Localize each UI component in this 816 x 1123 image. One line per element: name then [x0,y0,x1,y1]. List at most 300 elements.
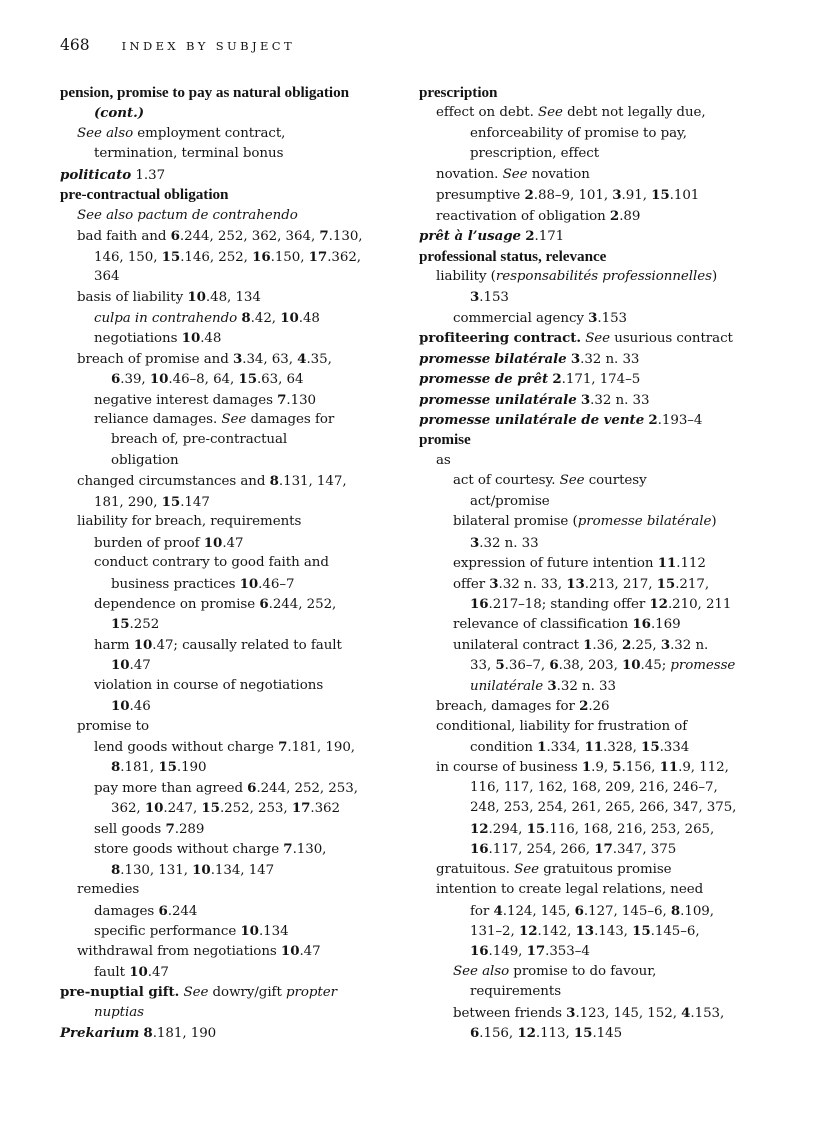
index-subentry [60,717,416,737]
entry-text: 7 [278,739,288,755]
entry-text: 17 [291,800,311,817]
index-subentry [419,492,775,512]
entry-text: 15 [161,493,181,510]
entry-text: 3 [547,677,557,694]
entry-text: .217, [675,576,710,592]
entry-text: 15 [158,759,177,776]
entry-text: promise to [77,718,150,734]
entry-text: 8 [269,473,279,490]
entry-text: enforceability of promise to pay, [470,125,687,141]
entry-text: .181, 190, [287,740,356,755]
entry-text: .169 [650,617,681,633]
entry-text: .181, [120,760,159,776]
index-subentry [419,308,775,328]
entry-text: See [514,861,539,877]
entry-text: .109, [680,903,714,919]
entry-text: .130 [286,392,317,408]
entry-text: politicato [60,166,132,183]
index-subentry [419,553,775,573]
entry-text: See [585,331,611,347]
entry-text: 5 [612,759,622,776]
entry-text: .190 [176,760,207,776]
index-subentry [60,757,416,777]
entry-text: prescription [419,84,498,101]
index-entry [419,226,775,246]
entry-text: sell goods [94,821,166,837]
entry-text: .171, 174–5 [561,372,641,388]
entry-text: .46–8, 64, [168,372,239,388]
index-subentry [60,349,416,369]
index-subentry [419,574,775,594]
index-subentry [60,410,416,430]
page-header [60,36,295,54]
entry-text: employment contract, [133,125,286,141]
index-subentry [60,206,416,226]
entry-text: .142, [537,923,576,939]
entry-text: commercial agency [453,310,589,326]
index-column-left [60,83,416,1044]
entry-text: .9, 112, [678,760,729,776]
entry-text: .150, [270,249,309,265]
entry-text: 15 [641,739,660,755]
index-subentry [419,798,775,818]
entry-text: 10 [280,309,299,326]
entry-text: .113, [535,1026,574,1042]
entry-text: 33, [470,658,496,674]
entry-text: act/promise [470,493,550,509]
entry-text: professional status, relevance [419,247,607,265]
entry-text: negative interest damages [94,392,278,408]
entry-text: 10 [129,963,148,980]
entry-text: .26 [588,699,610,715]
entry-text: 17 [526,943,546,960]
entry-text: culpa in contrahendo [94,310,238,326]
entry-text: .252, 253, [219,801,292,817]
entry-text: harm [94,637,134,653]
entry-text: 10 [239,575,259,592]
entry-text: pension, promise to pay as natural obligation [60,84,350,101]
entry-text: .91, [621,188,652,204]
entry-text: gratuitous. [436,861,515,877]
index-subentry [60,594,416,614]
page-number: 468 [60,36,90,54]
entry-text: intention to create legal relations, need [436,882,704,898]
entry-text: See also [453,963,510,979]
entry-text: .334 [659,740,690,755]
entry-text: .153 [597,310,628,326]
entry-text: termination, terminal bonus [94,146,284,162]
entry-text: gratuitous promise [538,861,672,877]
index-subentry [60,635,416,655]
entry-text: 10 [144,800,164,817]
entry-text: .210, 211 [667,596,732,612]
entry-text: .334, [546,740,585,755]
entry-text: breach of, pre-contractual [111,432,288,448]
entry-text: 248, 253, 254, 261, 265, 266, 347, 375, [470,800,737,816]
index-subentry [60,798,416,818]
entry-text: .47 [222,535,244,551]
entry-text: .145–6, [650,923,700,939]
entry-text: .46 [129,699,151,715]
entry-text: .32 n. 33 [479,535,539,551]
entry-text: 16 [470,841,489,858]
entry-text: See [538,105,563,121]
entry-text: 10 [280,943,300,960]
entry-text: remedies [77,882,140,898]
entry-text: 8 [143,1025,153,1042]
entry-text: 11 [584,739,604,755]
index-entry [419,410,775,430]
entry-text: .35, [306,351,332,367]
index-entry [419,369,775,389]
entry-text: 17 [308,248,328,265]
index-subentry [419,1003,775,1023]
entry-text: .45; [640,658,671,674]
index-entry [60,165,416,185]
index-subentry [60,430,416,450]
entry-text: 2 [525,228,535,245]
entry-text: 3 [570,350,581,367]
index-subentry [60,451,416,471]
entry-text: 362, [111,801,145,817]
entry-text: .131, 147, [278,474,347,490]
entry-text: .244 [167,903,198,919]
entry-text: .171 [534,229,565,245]
entry-text: 6 [470,1025,480,1042]
entry-text: 10 [111,657,130,674]
entry-text: 146, 150, [94,249,162,265]
index-entry [60,1023,416,1043]
index-subentry [419,962,775,982]
entry-text: specific performance [94,923,241,939]
entry-text: See [183,985,209,1001]
entry-text: fault [94,964,130,980]
entry-text: conduct contrary to good faith and [94,555,329,571]
entry-text: .289 [174,821,205,837]
entry-text: 2 [552,371,562,388]
entry-text: .181, 190 [152,1026,217,1042]
entry-text: .25, [631,637,661,653]
entry-text: (cont.) [94,105,144,122]
entry-text: 10 [187,289,206,306]
index-subentry [60,962,416,982]
entry-text: .48, 134 [205,290,261,306]
entry-text: 4 [297,350,307,367]
entry-text: liability for breach, requirements [77,514,302,530]
entry-text: ) [711,514,717,530]
entry-text: 10 [111,698,130,715]
entry-text: .362, [327,249,362,265]
entry-text: dependence on promise [94,596,260,612]
entry-text: damages [94,903,159,919]
index-subentry [419,594,775,614]
entry-text: relevance of classification [453,617,633,633]
entry-text: .48 [298,310,320,326]
entry-text: 15 [656,575,676,592]
entry-text: 12 [649,595,668,612]
entry-text: 11 [657,555,677,572]
entry-text: between friends [453,1005,567,1021]
entry-text: .36–7, [504,658,550,674]
entry-text: 2 [524,187,534,204]
entry-text: See [502,166,528,182]
entry-text: in course of business [436,760,582,776]
entry-text: changed circumstances and [77,474,270,490]
entry-text: .112 [676,556,706,572]
entry-text: 8 [670,902,681,919]
entry-text: 181, 290, [94,494,162,510]
entry-text: 3 [612,187,622,204]
entry-text: .36, [592,637,622,653]
running-head: INDEX BY SUBJECT [121,39,296,53]
entry-text: .46–7 [258,576,295,592]
entry-text: promesse bilatérale [577,514,712,530]
entry-text: .47 [129,658,151,674]
entry-text: 2 [609,207,620,224]
entry-text: See also pactum de contrahendo [77,207,298,223]
entry-text: .32 n. 33, [498,576,567,592]
entry-text: ) [711,268,718,284]
index-subentry [419,512,775,532]
entry-text: bilateral promise ( [453,514,578,530]
entry-text: .9, [591,760,613,776]
entry-text: promesse bilatérale [419,350,567,367]
entry-text: debt not legally due, [562,105,706,121]
entry-text: .42, [250,310,281,326]
index-subentry [419,901,775,921]
entry-text: pre-nuptial gift. [60,984,180,1001]
entry-text: .156, [479,1026,518,1042]
entry-text: .353–4 [545,944,590,960]
index-entry [60,83,416,103]
entry-text: 6 [549,657,559,674]
entry-text: 1 [537,739,547,755]
entry-text: 4 [681,1004,691,1021]
entry-text: for [470,903,494,919]
index-subentry [60,492,416,512]
entry-text: .130, 131, [120,862,193,878]
index-subentry [60,901,416,921]
entry-text: breach, damages for [436,699,580,715]
index-subentry [60,226,416,246]
entry-text: 1 [581,759,592,776]
entry-text: 6 [111,371,121,388]
entry-text: 131–2, [470,923,519,939]
entry-text: 1 [135,167,144,183]
entry-text: negotiations [94,331,182,347]
entry-text: 7 [277,391,287,408]
index-subentry [60,737,416,757]
entry-text: act of courtesy. [453,473,560,489]
index-entry [60,185,416,205]
index-subentry [60,839,416,859]
entry-text: .63, 64 [256,372,304,388]
index-subentry [419,287,775,307]
entry-text: .34, 63, [242,351,298,367]
index-subentry [419,655,775,675]
entry-text: 7 [319,228,329,245]
entry-text: .244, 252, 362, 364, [179,229,320,245]
entry-text: 6 [247,779,257,796]
index-subentry [419,737,775,757]
entry-text: breach of promise and [77,351,233,367]
entry-text: .47; causally related to fault [152,637,342,653]
index-subentry [60,308,416,328]
entry-text: basis of liability [77,290,188,306]
entry-text: 10 [133,636,153,653]
entry-text: 15 [201,800,220,817]
entry-text: pre-contractual obligation [60,186,229,204]
entry-text: .38, 203, [558,658,622,674]
entry-text: store goods without charge [94,842,284,858]
index-column-right [419,83,775,1044]
entry-text: bad faith and [77,229,171,245]
entry-text: 16 [632,616,651,633]
entry-text: 3 [588,309,598,326]
index-subentry [60,328,416,348]
entry-text: .134, 147 [210,862,275,878]
entry-text: condition [470,740,538,755]
entry-text: business practices [111,576,240,592]
entry-text: propter [286,985,337,1001]
index-entry [419,349,775,369]
index-subentry [60,860,416,880]
index-subentry [419,717,775,737]
index-subentry [419,267,775,287]
entry-text: .252 [129,617,160,633]
entry-text: 10 [149,371,169,388]
entry-text: 3 [232,350,243,367]
entry-text: 16 [470,943,489,960]
index-entry [60,982,416,1002]
entry-text: unilateral contract [453,637,584,653]
index-subentry [419,103,775,123]
entry-text: .89 [619,208,641,224]
entry-text: 364 [94,268,120,284]
entry-text: .48 [200,331,222,347]
entry-text: 16 [252,248,271,265]
entry-text: 1 [583,636,593,653]
entry-text: .101 [669,188,700,204]
index-subentry [419,451,775,471]
index-subentry [60,247,416,267]
entry-text: 12 [470,820,489,837]
index-subentry [60,941,416,961]
entry-text: promesse de prêt [419,371,549,388]
entry-text: .193–4 [657,413,703,428]
entry-text: 15 [632,922,651,939]
entry-text: 6 [574,902,584,919]
index-subentry [60,369,416,389]
entry-text: .32 n. 33 [590,392,650,408]
entry-text: .39, [120,372,150,388]
entry-text: .130, [292,842,327,858]
entry-text: 10 [622,657,641,674]
entry-text: prescription, effect [470,146,600,162]
entry-text: promesse [670,658,736,674]
index-subentry [419,696,775,716]
entry-text: 6 [158,902,168,919]
entry-text: 6 [170,228,180,245]
entry-text: 6 [259,595,269,612]
entry-text: novation. [436,166,503,182]
entry-text: See [221,412,247,427]
entry-text: .124, 145, [502,903,575,919]
index-subentry [419,1023,775,1043]
entry-text: 12 [518,922,538,939]
index-entry [419,328,775,348]
entry-text: unilatérale [470,678,544,694]
entry-text: 15 [238,371,257,388]
entry-text: .153 [479,290,509,306]
entry-text: .294, [488,821,527,837]
entry-text: 4 [493,902,503,919]
entry-text: 15 [651,187,670,204]
entry-text: .244, 252, 253, [256,780,358,796]
entry-text: requirements [470,984,562,1000]
index-entry [419,247,775,267]
entry-text: 13 [575,922,595,939]
index-subentry [419,839,775,859]
entry-text: .123, 145, 152, [575,1005,682,1021]
entry-text: usurious contract [610,331,733,347]
entry-text: .47 [147,964,169,980]
entry-text: .145 [592,1026,623,1042]
index-subentry [419,921,775,941]
entry-text: .347, 375 [612,842,677,858]
index-subentry [60,819,416,839]
entry-text: .217–18; standing offer [488,596,650,612]
entry-text: conditional, liability for frustration of [436,718,688,734]
index-subentry [60,676,416,696]
index-subentry [60,390,416,410]
index-subentry [419,982,775,1002]
entry-text: .130, [328,229,363,245]
entry-text: .37 [143,167,166,183]
entry-text: 5 [495,657,505,674]
index-subentry [60,103,416,123]
entry-text: .88–9, 101, [533,188,613,204]
entry-text: 3 [580,391,591,408]
index-subentry [419,185,775,205]
index-subentry [419,144,775,164]
entry-text: 10 [240,922,259,939]
entry-text: novation [527,166,590,182]
index-subentry [60,533,416,553]
entry-text: liability ( [436,268,496,284]
entry-text: .47 [299,944,321,960]
index-subentry [60,880,416,900]
index-subentry [419,206,775,226]
entry-text: 15 [526,820,546,837]
entry-text: withdrawal from negotiations [77,944,281,960]
index-subentry [60,1003,416,1023]
index-subentry [419,471,775,491]
index-subentry [60,696,416,716]
index-subentry [419,614,775,634]
entry-text: 3 [660,636,671,653]
entry-text: pay more than agreed [94,780,248,796]
entry-text: Prekarium [60,1025,140,1042]
entry-text: .149, [488,944,527,960]
entry-text: effect on debt. [436,105,539,121]
index-subentry [419,635,775,655]
entry-text: nuptias [94,1004,144,1020]
entry-text: 10 [203,534,223,551]
index-subentry [60,655,416,675]
entry-text: .134 [258,923,289,939]
entry-text: .127, 145–6, [583,903,671,919]
